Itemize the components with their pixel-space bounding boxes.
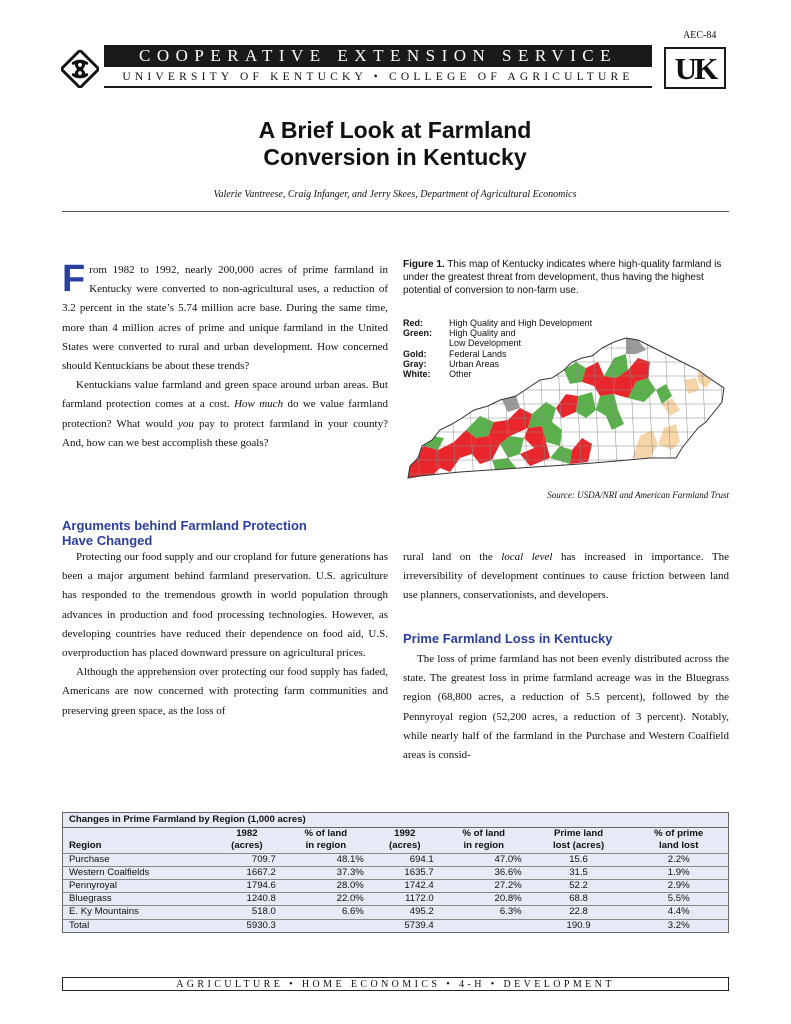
table-cell: 4.4% bbox=[629, 906, 728, 919]
arguments-paragraph-3 bbox=[403, 548, 729, 606]
document-number: AEC-84 bbox=[683, 30, 717, 41]
table-cell: Pennyroyal bbox=[63, 880, 212, 893]
service-banner: COOPERATIVE EXTENSION SERVICE bbox=[104, 45, 652, 67]
section-heading-prime-loss: Prime Farmland Loss in Kentucky bbox=[403, 631, 613, 646]
legend-key: Gold: bbox=[403, 348, 427, 359]
table-cell: 1794.6 bbox=[212, 880, 282, 893]
prime-loss-text bbox=[403, 650, 729, 765]
table-header-row-2 bbox=[63, 840, 729, 853]
intro-p2-a: Kentuckians value farmland and green space around urban areas. But farmland protection comes at a cost. bbox=[62, 379, 388, 411]
extension-emblem-icon bbox=[61, 50, 99, 88]
table-body bbox=[63, 853, 729, 932]
legend-key: Green: bbox=[403, 328, 433, 339]
title-line-1: A Brief Look at Farmland bbox=[258, 117, 532, 143]
university-line: UNIVERSITY OF KENTUCKY • COLLEGE OF AGRICULTURE bbox=[104, 67, 652, 88]
column-header: Region bbox=[69, 840, 102, 852]
table-row bbox=[63, 906, 729, 919]
column-header: 1982 bbox=[236, 828, 258, 840]
table-cell: 1172.0 bbox=[370, 893, 440, 906]
table-cell bbox=[282, 919, 370, 932]
intro-p1-text: rom 1982 to 1992, nearly 200,000 acres of prime farmland in Kentucky were converted to non-agricultural uses, a reduction of 3.2 percent in the state’s 5.74 million acre base. During the same time, more than 4 million acres of prime and unique farmland in the United States were converted to rural and urban development. How concerned should Kentuckians be about these trends? bbox=[62, 264, 388, 373]
table-row bbox=[63, 866, 729, 879]
prime-farmland-table bbox=[62, 812, 729, 933]
column-header: (acres) bbox=[231, 840, 263, 852]
cont-em: local level bbox=[501, 551, 553, 563]
table-cell: 52.2 bbox=[528, 880, 630, 893]
table-cell: 5739.4 bbox=[370, 919, 440, 932]
legend-item bbox=[403, 318, 592, 328]
table-cell: 6.6% bbox=[282, 906, 370, 919]
table-cell: 1240.8 bbox=[212, 893, 282, 906]
heading-line-2: Have Changed bbox=[62, 533, 153, 548]
table-cell: Purchase bbox=[63, 853, 212, 866]
table-cell: 15.6 bbox=[528, 853, 630, 866]
table-cell: 5.5% bbox=[629, 893, 728, 906]
table-cell: 47.0% bbox=[440, 853, 528, 866]
table-row bbox=[63, 880, 729, 893]
table-cell: Western Coalfields bbox=[63, 866, 212, 879]
legend-item bbox=[403, 349, 592, 359]
column-header: Prime land bbox=[554, 828, 604, 840]
authors: Valerie Vantreese, Craig Infanger, and Jerry Skees, Department of Agricultural Economics bbox=[213, 189, 577, 200]
figure-source: Source: USDA/NRI and American Farmland Trust bbox=[547, 490, 729, 500]
table-cell: 68.8 bbox=[528, 893, 630, 906]
arguments-continued bbox=[403, 548, 729, 606]
prime-loss-paragraph-1: The loss of prime farmland has not been evenly distributed across the state. The greatest loss in prime farmland acreage was in the Bluegrass region (68,800 acres, a reduction of 5.5 percent), followed by the Pennyroyal region (52,200 acres, a reduction of 3 percent). Notably, while nearly half of the farmland in the Purchase and Western Coalfield areas is consid- bbox=[403, 653, 729, 762]
legend-value: High Quality and High Development bbox=[449, 318, 593, 328]
table-cell: Total bbox=[63, 919, 212, 932]
footer-banner: AGRICULTURE • HOME ECONOMICS • 4-H • DEVELOPMENT bbox=[62, 977, 729, 991]
legend-value: Urban Areas bbox=[449, 358, 500, 369]
table-cell: 37.3% bbox=[282, 866, 370, 879]
legend-key: Red: bbox=[403, 318, 423, 328]
intro-text bbox=[62, 258, 389, 453]
table-cell bbox=[440, 919, 528, 932]
table-row bbox=[63, 853, 729, 866]
legend-value: Other bbox=[449, 369, 472, 380]
legend-value: High Quality and bbox=[449, 328, 516, 339]
column-header: % of land bbox=[304, 828, 348, 840]
table-cell: 694.1 bbox=[370, 853, 440, 866]
section-heading-arguments bbox=[62, 518, 388, 548]
arguments-paragraph-2: Although the apprehension over protecting our food supply has faded, Americans are now concerned with protecting farm communities and preserving green space, as the loss of bbox=[62, 666, 388, 717]
column-header: lost (acres) bbox=[552, 840, 605, 852]
column-header: in region bbox=[305, 840, 347, 852]
table-cell: 22.0% bbox=[282, 893, 370, 906]
table-cell: 495.2 bbox=[370, 906, 440, 919]
table-cell: 27.2% bbox=[440, 880, 528, 893]
table-cell: 6.3% bbox=[440, 906, 528, 919]
cont-b: has increased in importance. The irreversibility of development continues to cause friction between land use planners, conservationists, and developers. bbox=[403, 551, 729, 602]
legend-key bbox=[403, 338, 449, 348]
column-header bbox=[63, 828, 212, 841]
figure-label: Figure 1. bbox=[403, 259, 445, 270]
table-cell: 190.9 bbox=[528, 919, 630, 932]
arguments-paragraph-1: Protecting our food supply and our cropland for future generations has been a major argument behind farmland preservation. U.S. agriculture has responded to the tremendous growth in world population through advances in production and food processing technologies. However, as developing countries have reduced their dependence on food aid, U.S. overproduction has placed downward pressure on agricultural prices. bbox=[62, 551, 388, 660]
legend-value: Low Development bbox=[449, 338, 522, 349]
arguments-text bbox=[62, 548, 388, 721]
intro-p2-c: pay to protect farmland in your county? And, how can we best accomplish these goals? bbox=[62, 417, 388, 449]
table-cell: 3.2% bbox=[629, 919, 728, 932]
legend-item bbox=[403, 338, 592, 348]
table-cell: 1635.7 bbox=[370, 866, 440, 879]
table-cell: 31.5 bbox=[528, 866, 630, 879]
intro-p2-em2: you bbox=[177, 417, 194, 430]
table-cell: 28.0% bbox=[282, 880, 370, 893]
legend-item bbox=[403, 359, 592, 369]
column-header: land lost bbox=[658, 840, 699, 852]
intro-paragraph-1 bbox=[62, 258, 388, 376]
intro-p2-b: do we value farmland protection? What would bbox=[62, 398, 389, 430]
map-legend bbox=[403, 318, 592, 379]
uk-logo: UK bbox=[664, 47, 726, 89]
figure-caption-text: This map of Kentucky indicates where high-quality farmland is under the greatest threat from development, thus having the highest potential of conversion to non-farm use. bbox=[403, 259, 722, 296]
table-header-row-1 bbox=[63, 828, 729, 841]
column-header: % of prime bbox=[654, 828, 704, 840]
column-header: % of land bbox=[462, 828, 506, 840]
legend-item bbox=[403, 369, 592, 379]
table-cell: Bluegrass bbox=[63, 893, 212, 906]
heading-line-1: Arguments behind Farmland Protection bbox=[62, 518, 307, 533]
table-cell: 22.8 bbox=[528, 906, 630, 919]
table-row bbox=[63, 893, 729, 906]
table-cell: 1742.4 bbox=[370, 880, 440, 893]
legend-key: Gray: bbox=[403, 358, 427, 369]
figure-caption bbox=[403, 258, 729, 297]
table-cell: 5930.3 bbox=[212, 919, 282, 932]
table-cell: 2.9% bbox=[629, 880, 728, 893]
table-cell: 1667.2 bbox=[212, 866, 282, 879]
table-cell: 48.1% bbox=[282, 853, 370, 866]
table-cell: 709.7 bbox=[212, 853, 282, 866]
table-cell: 518.0 bbox=[212, 906, 282, 919]
page-title bbox=[150, 117, 640, 171]
cont-a: rural land on the bbox=[403, 551, 502, 563]
table-cell: 1.9% bbox=[629, 866, 728, 879]
table-cell: 20.8% bbox=[440, 893, 528, 906]
table-cell: E. Ky Mountains bbox=[63, 906, 212, 919]
legend-item bbox=[403, 328, 592, 338]
table-cell: 36.6% bbox=[440, 866, 528, 879]
column-header: 1992 bbox=[394, 828, 416, 840]
column-header: in region bbox=[463, 840, 504, 852]
divider bbox=[62, 211, 729, 212]
legend-key: White: bbox=[403, 369, 431, 380]
title-line-2: Conversion in Kentucky bbox=[263, 144, 527, 170]
intro-p2-em1: How much bbox=[234, 398, 284, 411]
intro-paragraph-2 bbox=[62, 376, 388, 453]
legend-value: Federal Lands bbox=[449, 348, 507, 359]
table-row bbox=[63, 919, 729, 932]
column-header: (acres) bbox=[389, 840, 421, 852]
table-cell: 2.2% bbox=[629, 853, 728, 866]
table-caption: Changes in Prime Farmland by Region (1,000 acres) bbox=[63, 813, 729, 828]
drop-cap: F bbox=[62, 258, 86, 300]
